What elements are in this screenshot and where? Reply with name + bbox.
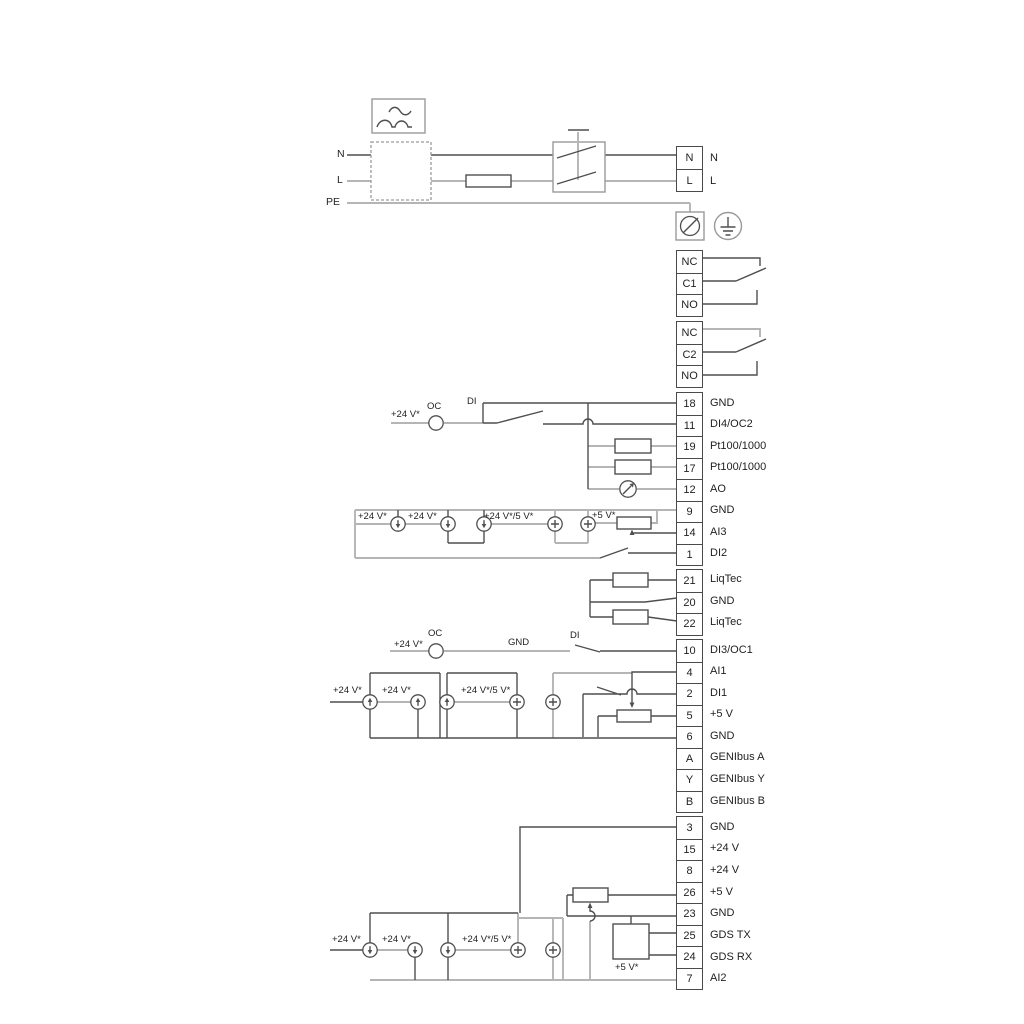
terminal-label: +5 V	[710, 886, 733, 898]
terminal-label: DI4/OC2	[710, 418, 753, 430]
terminal-label: LiqTec	[710, 616, 742, 628]
gds-sensor-box	[613, 924, 649, 959]
terminal-cell-7: 7	[677, 968, 702, 990]
terminal-cell-n: N	[685, 152, 694, 164]
terminal-cell-18: 18	[683, 397, 696, 410]
oc-label: OC	[428, 628, 443, 639]
terminal-label: GND	[710, 821, 735, 833]
terminal-cell-c1: C1	[677, 273, 702, 295]
supply-label: +24 V*	[358, 511, 387, 522]
io3-terminal-block	[676, 816, 703, 990]
supply-label: +24 V*	[408, 511, 437, 522]
terminal-cell-8: 8	[677, 860, 702, 882]
voltage-source-icon	[548, 517, 562, 531]
current-source-icon	[363, 695, 377, 709]
supply-label: +5 V*	[592, 510, 616, 521]
terminal-cell-y: Y	[677, 769, 702, 791]
terminal-cell-12: 12	[677, 479, 702, 501]
terminal-cell-nc2: NC	[681, 326, 698, 339]
terminal-cell-25: 25	[677, 925, 702, 947]
oc-label: OC	[427, 401, 442, 412]
potentiometer-icon	[617, 710, 651, 722]
liqtec-wiring	[590, 573, 677, 624]
resistor-icon	[615, 460, 651, 474]
terminal-cell-nc1: NC	[681, 255, 698, 268]
terminal-cell-l: L	[677, 169, 702, 191]
terminal-cell-6: 6	[677, 726, 702, 748]
screw-terminal-icon	[676, 212, 704, 240]
mains-terminal-block	[676, 146, 703, 192]
resistor-icon	[613, 610, 648, 624]
mains-l-label: L	[337, 174, 343, 186]
relay1-wiring	[703, 258, 766, 304]
terminal-cell-4: 4	[677, 662, 702, 684]
supply-label: +24 V*/5 V*	[462, 934, 512, 945]
terminal-cell-23: 23	[677, 903, 702, 925]
di-label: DI	[467, 396, 477, 407]
terminal-cell-a: A	[677, 748, 702, 770]
supply-label: +5 V*	[615, 962, 639, 973]
terminal-label: DI3/OC1	[710, 644, 753, 656]
relay1-terminal-block	[676, 250, 703, 317]
current-source-icon	[441, 943, 455, 957]
terminal-label: GENIbus B	[710, 795, 766, 807]
terminal-label: Pt100/1000	[710, 461, 767, 473]
resistor-icon	[615, 439, 651, 453]
mains-pe-label: PE	[326, 196, 341, 208]
terminal-cell-c2: C2	[677, 344, 702, 366]
terminal-label: AI2	[710, 972, 727, 984]
terminal-label: GND	[710, 730, 735, 742]
terminal-cell-2: 2	[677, 683, 702, 705]
terminal-label: GDS RX	[710, 951, 753, 963]
current-source-icon	[363, 943, 377, 957]
open-collector-icon	[429, 644, 443, 658]
terminal-cell-10: 10	[683, 644, 696, 657]
relay2-terminal-block	[676, 321, 703, 388]
terminal-cell-14: 14	[677, 522, 702, 544]
mains-filter-icon	[372, 99, 425, 133]
terminal-label: GND	[710, 504, 735, 516]
liqtec-terminal-block	[676, 569, 703, 636]
terminal-label: LiqTec	[710, 573, 742, 585]
supply-label: +24 V*/5 V*	[461, 685, 511, 696]
current-source-icon	[440, 695, 454, 709]
supply-label: +24 V*	[382, 685, 411, 696]
terminal-label: GENIbus A	[710, 751, 765, 763]
terminal-cell-17: 17	[677, 458, 702, 480]
terminal-label: +24 V	[710, 864, 740, 876]
terminal-cell-21: 21	[683, 574, 696, 587]
supply-label: +24 V*	[332, 934, 361, 945]
resistor-icon	[613, 573, 648, 587]
terminal-cell-26: 26	[677, 882, 702, 904]
voltage-source-icon	[510, 695, 524, 709]
io1-terminal-block	[676, 392, 703, 566]
terminal-label: Pt100/1000	[710, 440, 767, 452]
terminal-label: GND	[710, 397, 735, 409]
terminal-label: GND	[710, 595, 735, 607]
terminal-cell-no1: NO	[677, 294, 702, 316]
terminal-cell-no2: NO	[677, 365, 702, 387]
di-label: DI	[570, 630, 580, 641]
voltage-source-icon	[546, 695, 560, 709]
terminal-label: AI3	[710, 526, 727, 538]
terminal-label: +24 V	[710, 842, 740, 854]
current-source-icon	[391, 517, 405, 531]
fuse-icon	[466, 175, 511, 187]
terminal-label: L	[710, 175, 717, 187]
terminal-label: DI1	[710, 687, 728, 699]
protective-earth-icon	[715, 213, 742, 240]
relay2-wiring	[703, 329, 766, 375]
terminal-label: +5 V	[710, 708, 733, 720]
mains-n-label: N	[337, 148, 345, 160]
supply-label: +24 V*	[394, 639, 423, 650]
io3-wiring	[330, 827, 677, 980]
current-source-icon	[441, 517, 455, 531]
io2-terminal-block	[676, 639, 703, 813]
terminal-cell-11: 11	[677, 415, 702, 437]
terminal-cell-3: 3	[686, 821, 693, 834]
terminal-cell-9: 9	[677, 501, 702, 523]
terminal-cell-22: 22	[677, 613, 702, 635]
meter-icon	[620, 481, 636, 497]
gnd-label: GND	[508, 637, 530, 648]
terminal-label: GDS TX	[710, 929, 751, 941]
terminal-cell-24: 24	[677, 946, 702, 968]
terminal-cell-19: 19	[677, 436, 702, 458]
io1-top-wiring	[391, 403, 677, 497]
terminal-label: AO	[710, 483, 726, 495]
voltage-source-icon	[511, 943, 525, 957]
supply-unit-box	[371, 142, 431, 200]
current-source-icon	[411, 695, 425, 709]
terminal-label: N	[710, 152, 718, 164]
terminal-cell-15: 15	[677, 839, 702, 861]
potentiometer-icon	[573, 888, 608, 908]
terminal-cell-1: 1	[677, 544, 702, 566]
supply-label: +24 V*	[382, 934, 411, 945]
terminal-label: DI2	[710, 547, 728, 559]
terminal-cell-b: B	[677, 791, 702, 813]
open-collector-icon	[429, 416, 443, 430]
supply-label: +24 V*/5 V*	[484, 511, 534, 522]
supply-label: +24 V*	[333, 685, 362, 696]
terminal-label: GND	[710, 907, 735, 919]
terminal-label: AI1	[710, 665, 727, 677]
terminal-cell-20: 20	[677, 592, 702, 614]
main-switch-box	[553, 130, 605, 192]
terminal-cell-5: 5	[677, 705, 702, 727]
terminal-label: GENIbus Y	[710, 773, 765, 785]
voltage-source-icon	[546, 943, 560, 957]
supply-label: +24 V*	[391, 409, 420, 420]
